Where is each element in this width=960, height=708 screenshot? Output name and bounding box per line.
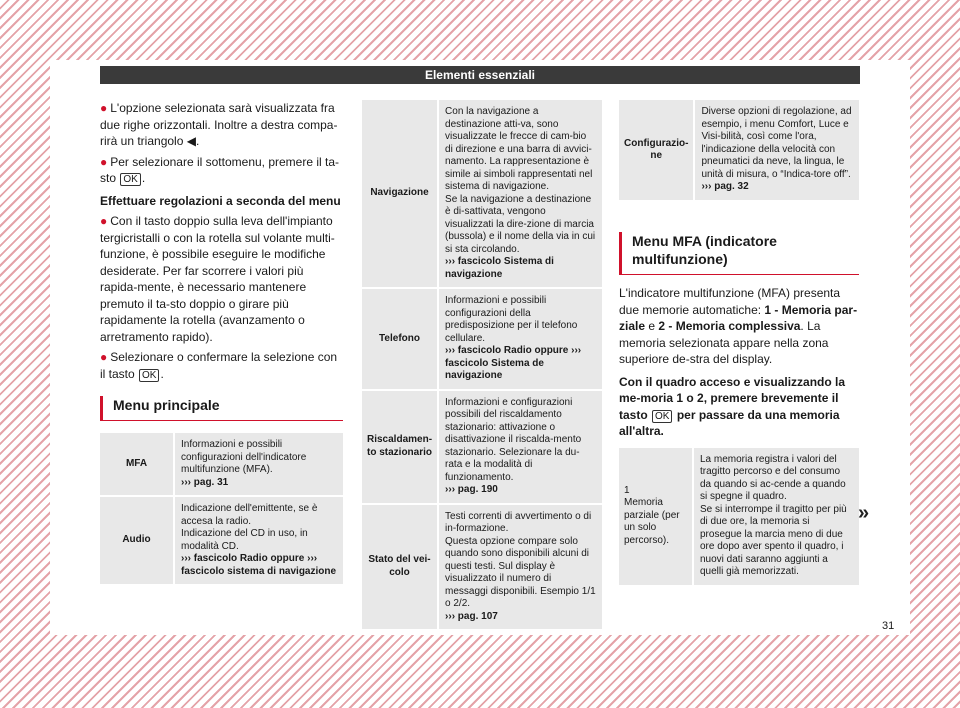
row-key: Telefono bbox=[362, 289, 439, 389]
mfa-paragraph: L'indicatore multifunzione (MFA) presenta due memorie automatiche: 1 - Memoria par-ziale e 2 - Memoria complessiva. La memoria selezionata appare nella zona superiore de-stra del display. bbox=[619, 286, 858, 366]
main-menu-table bbox=[100, 431, 343, 586]
column-1 bbox=[100, 100, 343, 586]
row-value: Informazioni e possibili configurazioni dell'indicatore multifunzione (MFA). ››› pag. 31 bbox=[175, 433, 343, 495]
page-number: 31 bbox=[882, 620, 895, 632]
ok-key-label: OK bbox=[120, 173, 140, 186]
row-key: MFA bbox=[100, 433, 175, 495]
ok-key-label: OK bbox=[652, 410, 672, 423]
row-value: Informazioni e configurazioni possibili del riscaldamento stazionario: attivazione o disattivazione il riscalda-mento stazionario. Selezionare la du-rata e la modalità di funzionamento. ››› pag. 190 bbox=[439, 391, 602, 503]
row-value: Diverse opzioni di regolazione, ad esempio, i menu Comfort, Luce e Visi-bilità, così come l'ora, l'indicazione della velocità con pneumatici da neve, la lingua, le unità di misura, o “Indica-tore off”. ››› pag. 32 bbox=[695, 100, 859, 200]
table-row bbox=[362, 289, 602, 389]
row-value: La memoria registra i valori del tragitto percorso e del consumo da quando si ac-cende a quando si spegne il quadro. Se si interrompe il tragitto per più di due ore, la memoria si prosegue la marcia meno di due ore dopo aver spento il quadro, i nuovi dati saranno aggiunti a quelli già memorizzati. bbox=[694, 448, 859, 585]
row-value: Informazioni e possibili configurazioni della predisposizione per il telefono cellulare. ››› fascicolo Radio oppure ››› fascicolo Sistema de navigazione bbox=[439, 289, 602, 389]
section-title-main-menu: Menu principale bbox=[100, 396, 343, 421]
table-row bbox=[100, 433, 343, 495]
row-key: Audio bbox=[100, 497, 175, 584]
subheading: Effettuare regolazioni a seconda del menu bbox=[100, 193, 341, 208]
table-row bbox=[362, 100, 602, 287]
bullet-4: ● Selezionare o confermare la selezione con il tasto OK . bbox=[100, 350, 338, 381]
bullet-3: ● Con il tasto doppio sulla leva dell'impianto tergicristalli o con la rotella sul volante multi-funzione, è possibile eseguire le modifiche desiderate. Per far scorrere i valori più rapida-mente, è necessario mantenere premuto il ta-sto doppio o girare più rapidamente la rotella (avanzamento o arretramento rapido). bbox=[100, 214, 335, 344]
bullet-2: ● Per selezionare il sottomenu, premere il ta-sto OK . bbox=[100, 154, 340, 185]
table-row bbox=[619, 448, 859, 585]
column-2 bbox=[362, 98, 602, 631]
mfa-instruction: Con il quadro acceso e visualizzando la me-moria 1 o 2, premere brevemente il tasto OK per passare da una memoria all'altra. bbox=[619, 374, 846, 438]
row-key: Riscaldamen-to stazionario bbox=[362, 391, 439, 503]
row-value: Indicazione dell'emittente, se è accesa la radio. Indicazione del CD in uso, in modalità CD. ››› fascicolo Radio oppure ››› fascicolo sistema di navigazione bbox=[175, 497, 343, 584]
page-header: Elementi essenziali bbox=[100, 66, 860, 84]
bullet-1: ● L'opzione selezionata sarà visualizzata fra due righe orizzontali. Inoltre a destra compa-rirà un triangolo ◀. bbox=[100, 101, 338, 148]
main-menu-table-cont bbox=[362, 98, 602, 631]
row-key: Navigazione bbox=[362, 100, 439, 287]
row-key: 1 Memoria parziale (per un solo percorso). bbox=[619, 448, 694, 585]
column-3 bbox=[619, 98, 859, 587]
table-row bbox=[619, 100, 859, 200]
row-key: Stato del vei-colo bbox=[362, 505, 439, 630]
row-value: Testi correnti di avvertimento o di in-formazione. Questa opzione compare solo quando sono disponibili alcuni di questi testi. Sul display è visualizzato il numero di messaggi disponibili. Esempio 1/1 o 2/2. ››› pag. 107 bbox=[439, 505, 602, 630]
row-value: Con la navigazione a destinazione atti-va, sono visualizzate le frecce di cam-bio di direzione e una barra di avvici-namento. La rappresentazione è simile ai simboli rappresentati nel sistema di navigazione. Se la navigazione a destinazione è di-sattivata, vengono visualizzati la dire-zione di marcia (bussola) e il nome della via in cui si sta circolando. ››› fascicolo Sistema di navigazione bbox=[439, 100, 602, 287]
table-row bbox=[362, 505, 602, 630]
memory-table bbox=[619, 446, 859, 587]
ok-key-label: OK bbox=[139, 369, 159, 382]
row-key: Configurazio-ne bbox=[619, 100, 695, 200]
table-row bbox=[100, 497, 343, 584]
continue-arrow: » bbox=[858, 502, 870, 524]
config-table bbox=[619, 98, 859, 202]
table-row bbox=[362, 391, 602, 503]
section-title-mfa: Menu MFA (indicatore multifunzione) bbox=[619, 232, 859, 275]
